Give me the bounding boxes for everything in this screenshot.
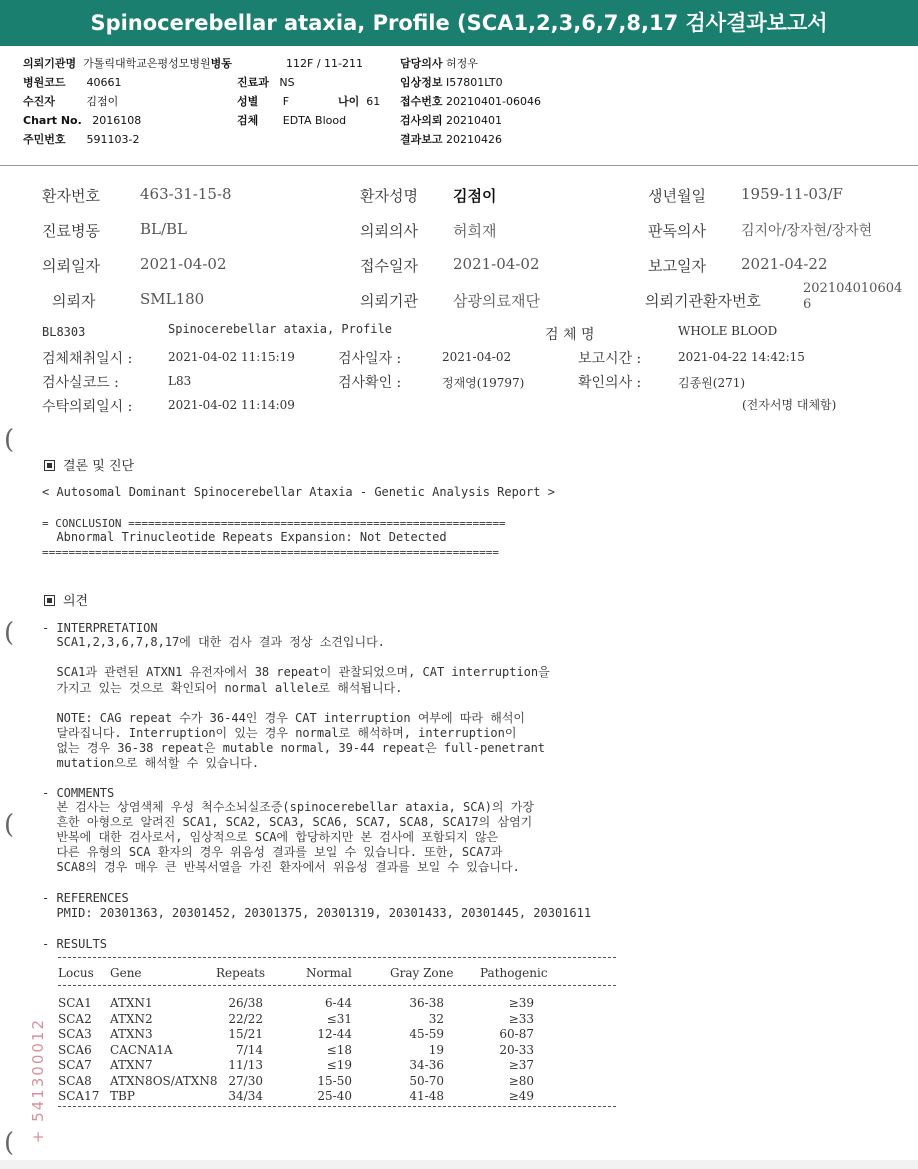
specimen-value: WHOLE BLOOD [678,324,778,338]
comments-text: 반복에 대한 검사로서, 임상적으로 SCA에 합당하지만 본 검사에 포함되지 않은 [42,830,499,844]
header-col2: 112F / 11-211 진료과 NS 성별 F 나이 61 검체 EDTA Blood [237,57,381,127]
table-cell: ATXN8OS/ATXN8 [110,1073,218,1088]
confirm-label: 검사확인 : [338,375,402,391]
collect-label: 검체채취일시 : [42,351,133,367]
req-doc-value: 허희재 [453,222,497,240]
table-cell: 27/30 [228,1073,263,1088]
pid-value: 463-31-15-8 [140,185,232,203]
rpt-date-label: 보고일자 [648,257,706,275]
table-cell: 15-50 [317,1073,352,1088]
confirm-value: 정재영(19797) [442,376,525,390]
table-cell: ≤19 [326,1058,352,1072]
report-time-value: 2021-04-22 14:42:15 [678,350,805,364]
header-col1: 의뢰기관명 가톨릭대학교은평성모병원병동 병원코드 40661 수진자 김점이 Chart No. 2016108 주민번호 591103-2 [23,57,232,146]
results-heading: - RESULTS [42,937,108,951]
comments-text: SCA8의 경우 매우 큰 반복서열을 가진 환자에서 위음성 결과를 보일 수 있습니다. [42,860,520,874]
table-cell: 19 [428,1042,444,1057]
table-cell: 11/13 [228,1058,263,1072]
stamp-number: + 541300012 [29,1018,47,1144]
header-col3: 담당의사 허정우 임상정보 I57801LT0 접수번호 20210401-06046 검사의뢰 20210401 결과보고 20210426 [400,57,541,146]
comments-text: 본 검사는 상염색체 우성 척수소뇌실조증(spinocerebellar ataxia, SCA)의 가장 [42,800,534,814]
note-text: mutation으로 해석할 수 있습니다. [42,756,260,770]
req-date-label: 의뢰일자 [42,257,100,275]
table-cell: 25-40 [317,1089,352,1103]
table-cell: ≤18 [326,1042,352,1057]
comments-text: 흔한 아형으로 알려진 SCA1, SCA2, SCA3, SCA6, SCA7, SCA8, SCA17의 삼염기 [42,815,533,829]
test-code: BL8303 [42,325,86,339]
table-cell: ATXN7 [110,1058,153,1072]
opinion-heading: 의견 [44,590,88,609]
table-cell: ≥49 [508,1089,534,1103]
report-time-label: 보고시간 : [578,351,642,367]
table-cell: SCA6 [58,1042,92,1057]
table-cell: ≥37 [508,1058,534,1072]
table-cell: ≥39 [508,996,534,1010]
table-cell: SCA2 [58,1011,92,1026]
name-label: 환자성명 [360,187,418,205]
note-text: 달라집니다. Interruption이 있는 경우 normal로 해석하며, interruption이 [42,726,517,740]
table-cell: ATXN3 [110,1027,153,1041]
table-cell: 34-36 [409,1058,444,1072]
comments-heading: - COMMENTS [42,786,115,800]
test-date-label: 검사일자 : [338,351,402,367]
table-cell: ≤31 [326,1011,352,1026]
consign-label: 수탁의뢰일시 : [42,399,133,415]
table-cell: 15/21 [228,1027,263,1041]
square-bullet-icon [44,460,55,471]
note-text: 없는 경우 36-38 repeat은 mutable normal, 39-44 repeat은 full-penetrant [42,741,546,755]
conclusion-line: = CONCLUSION ========================================================= [42,517,506,530]
req-date-value: 2021-04-02 [140,255,227,273]
table-rule [58,1106,616,1107]
conclusion-heading: 결론 및 진단 [44,455,134,474]
table-cell: SCA17 [58,1089,100,1103]
institution: 가톨릭대학교은평성모병원 [83,57,211,70]
margin-mark: ( [4,425,15,455]
margin-mark: ( [4,1128,15,1158]
table-cell: 7/14 [236,1042,263,1057]
table-cell: SCA7 [58,1058,92,1072]
square-bullet-icon [44,595,55,606]
lab-value: 삼광의료재단 [453,292,540,310]
table-header-cell: Gene [110,966,142,980]
requester-value: SML180 [140,290,205,308]
table-cell: 12-44 [317,1027,352,1041]
table-cell: ≥33 [508,1011,534,1026]
rpt-date-value: 2021-04-22 [741,255,828,273]
margin-mark: ( [4,618,15,648]
requester-label: 의뢰자 [52,292,96,310]
dob-label: 생년월일 [648,187,706,205]
dob-value: 1959-11-03/F [741,185,843,203]
header-divider [0,165,918,166]
report-title: Spinocerebellar ataxia, Profile (SCA1,2,3,6,7,8,17 검사결과보고서 [0,0,918,46]
table-cell: SCA8 [58,1073,92,1088]
test-name: Spinocerebellar ataxia, Profile [168,322,392,336]
name-value: 김점이 [453,187,497,205]
table-cell: ATXN2 [110,1011,153,1026]
table-cell: 6-44 [325,996,352,1010]
table-rule [58,985,616,986]
table-header-cell: Normal [306,966,352,980]
test-date-value: 2021-04-02 [442,350,512,364]
table-header-cell: Gray Zone [390,966,454,980]
confirm-doc-value: 김종원(271) [678,376,746,390]
ward-label: 진료병동 [42,222,100,240]
table-rule [58,957,616,958]
references-text: PMID: 20301363, 20301452, 20301375, 20301319, 20301433, 20301445, 20301611 [42,906,592,920]
comments-text: 다른 유형의 SCA 환자의 경우 위음성 결과를 보일 수 있습니다. 또한, SCA7과 [42,845,503,859]
specimen-label: 검 체 명 [545,327,595,343]
table-cell: TBP [110,1089,135,1103]
rcv-date-value: 2021-04-02 [453,255,540,273]
rcv-date-label: 접수일자 [360,257,418,275]
table-cell: 26/38 [228,996,263,1010]
conclusion-result: Abnormal Trinucleotide Repeats Expansion: Not Detected [42,530,447,544]
table-cell: 50-70 [409,1073,444,1088]
table-cell: 20-33 [499,1042,534,1057]
lab-label: 의뢰기관 [360,292,418,310]
esign-note: (전자서명 대체함) [742,398,837,412]
table-cell: 34/34 [228,1089,263,1103]
note-text: NOTE: CAG repeat 수가 36-44인 경우 CAT interruption 여부에 따라 해석이 [42,711,526,725]
table-cell: CACNA1A [110,1042,173,1057]
table-header-cell: Pathogenic [480,966,548,980]
table-cell: 22/22 [228,1011,263,1026]
interpretation-heading: - INTERPRETATION [42,621,158,635]
interpretation-text: 가지고 있는 것으로 확인되어 normal allele로 해석됩니다. [42,681,403,695]
table-cell: ≥80 [508,1073,534,1088]
table-cell: 45-59 [409,1027,444,1041]
table-cell: 60-87 [499,1027,534,1041]
table-cell: ATXN1 [110,996,153,1010]
lab-code-value: L83 [168,374,192,388]
ward-value: BL/BL [140,220,188,238]
margin-mark: ( [4,810,15,840]
conclusion-line: ===================================================================== [42,546,499,559]
interpretation-text: SCA1과 관련된 ATXN1 유전자에서 38 repeat이 관찰되었으며, CAT interruption을 [42,665,550,679]
pid-label: 환자번호 [42,187,100,205]
confirm-doc-label: 확인의사 : [578,375,642,391]
table-cell: SCA3 [58,1027,92,1041]
table-cell: 36-38 [409,996,444,1010]
report-subtitle: < Autosomal Dominant Spinocerebellar Ataxia - Genetic Analysis Report > [42,485,555,499]
references-heading: - REFERENCES [42,891,129,905]
reader-value: 김지아/장자현/장자현 [741,223,873,239]
lab-pid-label: 의뢰기관환자번호 [645,292,761,310]
table-header-cell: Repeats [216,966,266,980]
lab-code-label: 검사실코드 : [42,375,119,391]
consign-value: 2021-04-02 11:14:09 [168,398,295,412]
reader-label: 판독의사 [648,222,706,240]
table-cell: 32 [428,1011,444,1026]
collect-value: 2021-04-02 11:15:19 [168,350,295,364]
lab-pid-value: 202104010604 6 [803,281,903,312]
table-cell: SCA1 [58,996,92,1010]
req-doc-label: 의뢰의사 [360,222,418,240]
table-header-cell: Locus [58,966,94,980]
interpretation-text: SCA1,2,3,6,7,8,17에 대한 검사 결과 정상 소견입니다. [42,635,385,649]
table-cell: 41-48 [409,1089,444,1103]
